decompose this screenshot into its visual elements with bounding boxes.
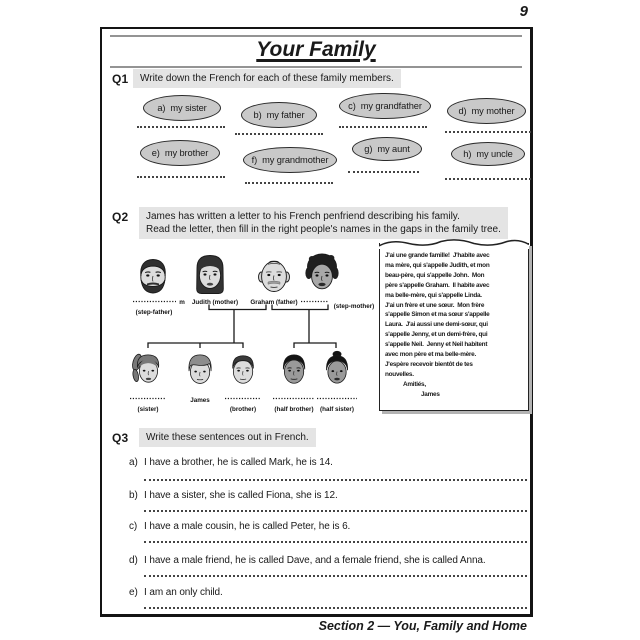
q3-answer-line-a (144, 479, 527, 481)
face-step-father (141, 260, 166, 294)
letter-line: Laura. J'ai aussi une demi-sœur, qui (385, 321, 488, 329)
worksheet-border-box (100, 27, 533, 617)
q3-item-d (129, 555, 486, 566)
letter-line: beau-père, qui s'appelle John. Mon (385, 271, 485, 279)
q1-option-e-text: my brother (164, 148, 209, 158)
q3-item-c (129, 521, 350, 532)
q3-item-b (129, 490, 338, 501)
q3-item-a-text: I have a brother, he is called Mark, he is 14. (144, 457, 333, 468)
tree-label-step-mother: (step-mother) (333, 303, 375, 310)
q3-item-b-key: b) (129, 490, 138, 501)
q1-option-f-key: f) (251, 155, 258, 165)
page-title: Your Family (256, 38, 376, 61)
tree-marriage-m: m (179, 299, 185, 306)
tree-label-sister: (sister) (137, 406, 159, 413)
face-brother (233, 356, 254, 384)
family-tree-diagram (106, 251, 384, 419)
letter-line: ma belle-mère, qui s'appelle Linda. (385, 291, 482, 299)
q1-option-b-text: my father (266, 110, 305, 120)
tree-label-mother: Judith (mother) (191, 299, 239, 306)
q2-instruction-line2: Read the letter, then fill in the right people's names in the gaps in the family tree. (146, 224, 501, 235)
letter-signature: James (421, 390, 440, 398)
q3-answer-line-b (144, 510, 527, 512)
q1-answer-line-b (235, 133, 323, 135)
q3-item-a (129, 457, 333, 468)
tree-label-james: James (190, 397, 210, 404)
q1-answer-line-f (245, 182, 333, 184)
face-judith-mother (197, 256, 224, 294)
letter-line: J'ai un frère et une sœur. Mon frère (385, 301, 485, 309)
tree-label-brother: (brother) (229, 406, 257, 413)
face-sister (131, 353, 159, 382)
q3-item-e (129, 587, 223, 598)
q1-option-c (339, 93, 431, 119)
q1-label: Q1 (112, 72, 129, 86)
q1-answer-line-c (339, 126, 427, 128)
q3-item-e-text: I am an only child. (144, 587, 223, 598)
q2-label: Q2 (112, 210, 129, 224)
q3-item-c-text: I have a male cousin, he is called Peter, he is 6. (144, 521, 351, 532)
q1-option-a-text: my sister (170, 103, 207, 113)
q1-option-f-text: my grandmother (262, 155, 329, 165)
letter-line: père s'appelle Graham. Il habite avec (385, 281, 490, 289)
q3-answer-line-c (144, 541, 527, 543)
q1-answer-line-g (348, 171, 419, 173)
tree-children-bracket-right (294, 343, 336, 348)
q2-instruction (139, 207, 508, 239)
q2-instruction-line1: James has written a letter to his French penfriend describing his family. (146, 211, 460, 222)
header-rule-top (110, 35, 522, 37)
q1-option-g-key: g) (364, 144, 373, 154)
page-number: 9 (519, 3, 528, 20)
q1-option-b-key: b) (253, 110, 262, 120)
q1-option-a (143, 95, 221, 121)
q1-option-g (352, 137, 422, 161)
letter-line: J'ai une grande famille! J'habite avec (385, 252, 490, 259)
q1-option-h-key: h) (463, 149, 472, 159)
q1-option-f (243, 147, 337, 173)
face-half-sister (326, 351, 347, 383)
q1-answer-line-a (137, 126, 225, 128)
q1-answer-line-h (445, 178, 531, 180)
letter-from-james (379, 243, 529, 411)
q1-option-d-key: d) (458, 106, 467, 116)
q3-item-a-key: a) (129, 457, 138, 468)
q1-instruction: Write down the French for each of these family members. (133, 69, 401, 88)
q1-option-e (140, 140, 220, 166)
q3-item-c-key: c) (129, 521, 138, 532)
tree-label-half-sister: (half sister) (320, 406, 354, 413)
q3-item-d-text: I have a male friend, he is called Dave, and a female friend, she is called Anna. (144, 555, 486, 566)
q1-option-h (451, 142, 525, 166)
q1-option-b (241, 102, 317, 128)
face-graham-father (259, 261, 290, 291)
q1-option-e-key: e) (151, 148, 160, 158)
letter-torn-edge (379, 237, 529, 249)
header-rule-bottom (110, 66, 522, 68)
tree-label-father: Graham (father) (250, 299, 298, 306)
tree-label-step-father: (step-father) (135, 309, 173, 316)
q3-instruction: Write these sentences out in French. (139, 428, 316, 447)
face-james (189, 355, 211, 384)
letter-line: s'appelle Simon et ma sœur s'appelle (385, 311, 490, 319)
q1-option-d-text: my mother (471, 106, 515, 116)
q3-item-b-text: I have a sister, she is called Fiona, she is 12. (144, 490, 338, 501)
q3-answer-line-e (144, 607, 527, 609)
letter-closing: Amitiés, (403, 380, 426, 388)
q1-option-c-key: c) (348, 101, 356, 111)
tree-label-half-brother: (half brother) (274, 406, 314, 413)
q3-item-e-key: e) (129, 587, 138, 598)
q1-option-a-key: a) (157, 103, 166, 113)
letter-line: nouvelles. (385, 370, 414, 378)
letter-line: s'appelle Neil. Jenny et Neil habitent (385, 341, 488, 349)
q1-option-d (447, 98, 526, 124)
q3-label: Q3 (112, 431, 129, 445)
tree-children-bracket-left (148, 343, 243, 348)
q3-item-d-key: d) (129, 555, 138, 566)
q1-option-h-text: my uncle (476, 149, 513, 159)
section-footer: Section 2 — You, Family and Home (318, 619, 527, 633)
face-half-brother (283, 355, 304, 383)
q3-answer-line-d (144, 575, 527, 577)
letter-line: avec mon père et ma belle-mère. (385, 351, 476, 359)
q1-option-g-text: my aunt (377, 144, 410, 154)
q1-answer-line-d (445, 131, 531, 133)
q1-option-c-text: my grandfather (360, 101, 422, 111)
letter-line: s'appelle Jenny, et un demi-frère, qui (385, 331, 488, 339)
q1-answer-line-e (137, 176, 225, 178)
face-step-mother (305, 254, 338, 289)
letter-line: ma mère, qui s'appelle Judith, et mon (385, 261, 490, 269)
letter-line: J'espère recevoir bientôt de tes (385, 360, 473, 368)
